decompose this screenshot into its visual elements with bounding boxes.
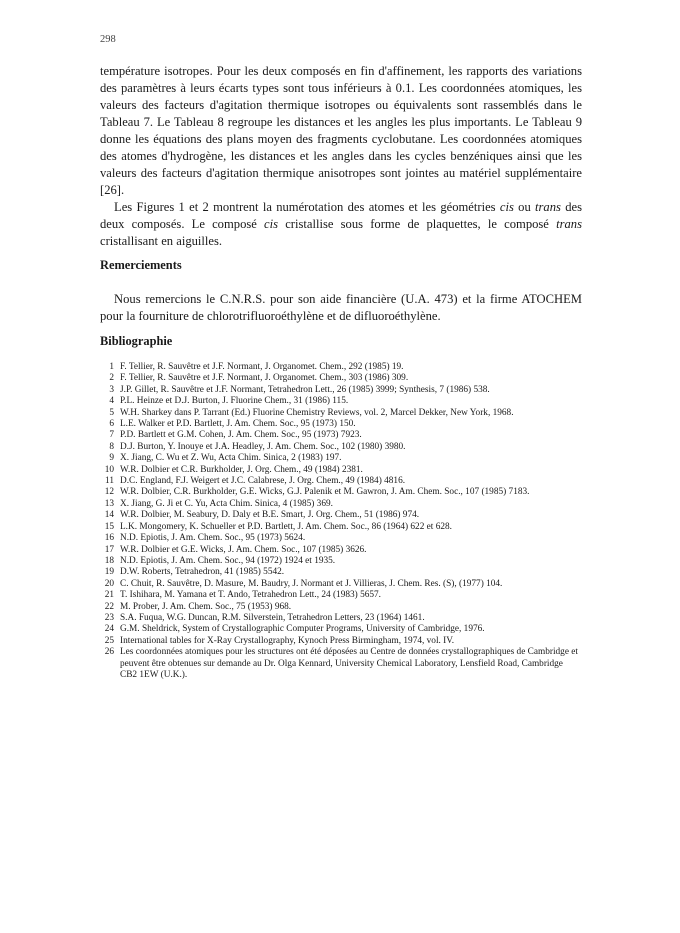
paragraph-figures — [100, 199, 582, 250]
reference-item — [100, 613, 582, 624]
reference-item — [100, 636, 582, 647]
reference-number: 23 — [104, 612, 114, 623]
text-fragment: ou — [513, 200, 536, 214]
reference-item — [100, 430, 582, 441]
reference-number: 26 — [104, 647, 114, 658]
reference-item — [100, 624, 582, 635]
reference-item — [100, 465, 582, 476]
reference-number: 8 — [109, 441, 114, 452]
reference-text: X. Jiang, G. Ji et C. Yu, Acta Chim. Sinica, 4 (1985) 369. — [120, 498, 333, 509]
reference-text: N.D. Epiotis, J. Am. Chem. Soc., 95 (1973) 5624. — [120, 533, 306, 544]
paragraph-results: température isotropes. Pour les deux composés en fin d'affinement, les rapports des variations des paramètres à leurs écarts types sont tous inférieurs à 0.1. Les coordonnées atomiques, les valeurs des facteurs d'agitation thermique isotropes ou équivalents sont rassemblés dans le Tableau 7. Le Tableau 8 regroupe les distances et les angles les plus importants. Le Tableau 9 donne les équations des plans moyen des fragments cyclobutane. Les coordonnées atomiques des atomes d'hydrogène, les distances et les angles dans les cycles benzéniques ainsi que les valeurs des facteurs d'agitation thermique anisotropes sont jointes au matériel supplémentaire [26]. — [100, 64, 582, 197]
reference-number: 18 — [104, 555, 114, 566]
reference-text: P.L. Heinze et D.J. Burton, J. Fluorine Chem., 31 (1986) 115. — [120, 396, 349, 407]
text-fragment: cristallisant en aiguilles. — [100, 234, 223, 248]
reference-text: J.P. Gillet, R. Sauvêtre et J.F. Normant, Tetrahedron Lett., 26 (1985) 3999; Synthesis, 7 (1986) 538. — [120, 384, 490, 395]
reference-item — [100, 533, 582, 544]
reference-number: 4 — [109, 396, 114, 407]
reference-number: 12 — [104, 487, 114, 498]
text-fragment: Les Figures 1 et 2 montrent la numérotation des atomes et les géométries — [114, 200, 500, 214]
reference-item — [100, 442, 582, 453]
reference-item — [100, 579, 582, 590]
reference-number: 5 — [109, 407, 114, 418]
reference-item — [100, 522, 582, 533]
reference-item — [100, 590, 582, 601]
reference-text: D.C. England, F.J. Weigert et J.C. Calabrese, J. Org. Chem., 49 (1984) 4816. — [120, 476, 406, 487]
acknowledgements-heading: Remerciements — [100, 258, 182, 272]
reference-number: 11 — [105, 476, 114, 487]
reference-item — [100, 408, 582, 419]
reference-text: F. Tellier, R. Sauvêtre et J.F. Normant, J. Organomet. Chem., 292 (1985) 19. — [120, 362, 404, 372]
reference-item — [100, 396, 582, 407]
reference-text: L.E. Walker et P.D. Bartlett, J. Am. Chem. Soc., 95 (1973) 150. — [120, 419, 356, 430]
reference-item — [100, 385, 582, 396]
reference-text: P.D. Bartlett et G.M. Cohen, J. Am. Chem. Soc., 95 (1973) 7923. — [120, 430, 362, 441]
reference-number: 17 — [104, 544, 114, 555]
reference-text: International tables for X-Ray Crystallography, Kynoch Press Birmingham, 1974, vol. IV. — [120, 635, 455, 646]
reference-number: 14 — [104, 510, 114, 521]
italic-trans: trans — [556, 217, 582, 231]
reference-item — [100, 556, 582, 567]
reference-number: 3 — [109, 384, 114, 395]
reference-item — [100, 647, 582, 681]
reference-item — [100, 487, 582, 498]
reference-text: N.D. Epiotis, J. Am. Chem. Soc., 94 (1972) 1924 et 1935. — [120, 555, 336, 566]
reference-number: 25 — [104, 635, 114, 646]
reference-number: 7 — [109, 430, 114, 441]
reference-item — [100, 373, 582, 384]
reference-text: S.A. Fuqua, W.G. Duncan, R.M. Silverstein, Tetrahedron Letters, 23 (1964) 1461. — [120, 612, 425, 623]
reference-number: 15 — [104, 521, 114, 532]
reference-item — [100, 476, 582, 487]
reference-item — [100, 362, 582, 373]
reference-text: W.H. Sharkey dans P. Tarrant (Ed.) Fluorine Chemistry Reviews, vol. 2, Marcel Dekker, New York, 1968. — [120, 407, 514, 418]
reference-number: 19 — [104, 567, 114, 578]
reference-number: 22 — [104, 601, 114, 612]
reference-item — [100, 499, 582, 510]
body-text — [100, 63, 582, 250]
bibliography-heading: Bibliographie — [100, 334, 173, 348]
reference-number: 21 — [104, 590, 114, 601]
text-fragment: cristallise sous forme de plaquettes, le composé — [278, 217, 557, 231]
reference-text: W.R. Dolbier, M. Seabury, D. Daly et B.E. Smart, J. Org. Chem., 51 (1986) 974. — [120, 510, 420, 521]
reference-text: X. Jiang, C. Wu et Z. Wu, Acta Chim. Sinica, 2 (1983) 197. — [120, 453, 342, 464]
reference-text: W.R. Dolbier et C.R. Burkholder, J. Org. Chem., 49 (1984) 2381. — [120, 464, 363, 475]
reference-text: W.R. Dolbier, C.R. Burkholder, G.E. Wicks, G.J. Palenik et M. Gawron, J. Am. Chem. Soc., 107 (1985) 7183. — [120, 487, 530, 498]
reference-number: 9 — [109, 453, 114, 464]
acknowledgements-text: Nous remercions le C.N.R.S. pour son aide financière (U.A. 473) et la firme ATOCHEM pour la fourniture de chlorotrifluoroéthylène et de difluoroéthylène. — [100, 292, 582, 323]
reference-text: D.J. Burton, Y. Inouye et J.A. Headley, J. Am. Chem. Soc., 102 (1980) 3980. — [120, 441, 406, 452]
reference-item — [100, 419, 582, 430]
reference-text: T. Ishihara, M. Yamana et T. Ando, Tetrahedron Lett., 24 (1983) 5657. — [120, 590, 381, 601]
reference-number: 10 — [104, 464, 114, 475]
bibliography-list — [100, 362, 582, 681]
reference-text: M. Prober, J. Am. Chem. Soc., 75 (1953) 968. — [120, 601, 292, 612]
reference-number: 1 — [109, 362, 114, 372]
italic-trans: trans — [535, 200, 561, 214]
reference-number: 16 — [104, 533, 114, 544]
reference-item — [100, 567, 582, 578]
reference-text: L.K. Mongomery, K. Schueller et P.D. Bartlett, J. Am. Chem. Soc., 86 (1964) 622 et 628. — [120, 521, 452, 532]
italic-cis: cis — [264, 217, 279, 231]
reference-text: D.W. Roberts, Tetrahedron, 41 (1985) 5542. — [120, 567, 285, 578]
reference-text: Les coordonnées atomiques pour les structures ont été déposées au Centre de données crystallographiques de Cambridge et peuvent être obtenues sur demande au Dr. Olga Kennard, University Chemical Laboratory, Lensfield Road, Cambridge CB2 1EW (U.K.). — [120, 647, 578, 680]
reference-item — [100, 510, 582, 521]
text-fragment: des deux composés. Le composé — [100, 200, 583, 231]
reference-item — [100, 602, 582, 613]
reference-number: 24 — [104, 624, 114, 635]
reference-text: F. Tellier, R. Sauvêtre et J.F. Normant, J. Organomet. Chem., 303 (1986) 309. — [120, 373, 409, 384]
reference-number: 2 — [109, 373, 114, 384]
italic-cis: cis — [499, 200, 514, 214]
reference-text: C. Chuit, R. Sauvêtre, D. Masure, M. Baudry, J. Normant et J. Villieras, J. Chem. Res. (S), (1977) 104. — [120, 578, 503, 589]
reference-text: G.M. Sheldrick, System of Crystallographic Computer Programs, University of Cambridge, 1976. — [120, 624, 485, 635]
reference-item — [100, 545, 582, 556]
page-number: 298 — [100, 34, 116, 45]
reference-text: W.R. Dolbier et G.E. Wicks, J. Am. Chem. Soc., 107 (1985) 3626. — [120, 544, 367, 555]
reference-number: 13 — [104, 498, 114, 509]
reference-number: 20 — [104, 578, 114, 589]
reference-number: 6 — [109, 419, 114, 430]
reference-item — [100, 453, 582, 464]
